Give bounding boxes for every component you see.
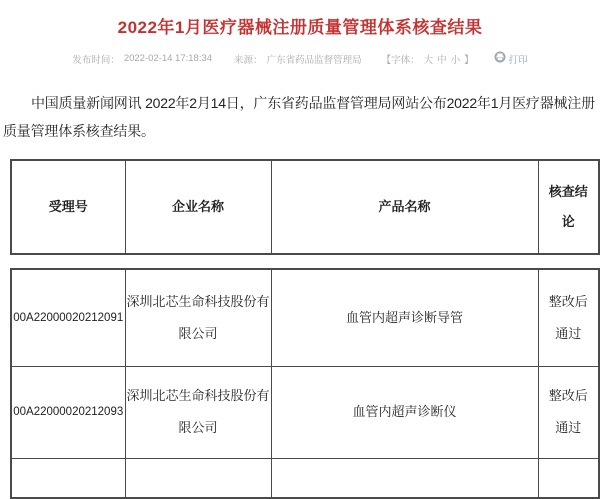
table-row-partial [11, 458, 599, 498]
cell-acceptance-no: 00A22000020212091 [11, 269, 125, 366]
result-table-header [10, 159, 600, 255]
article-meta-bar [0, 51, 600, 66]
cell-empty [271, 458, 538, 498]
font-size-large-button[interactable]: 大 [423, 54, 434, 66]
source-label: 来源： [234, 54, 263, 66]
source-value: 广东省药品监督管理局 [266, 54, 362, 66]
print-label: 打印 [508, 54, 528, 66]
cell-empty [11, 458, 125, 498]
column-header-conclusion: 核查结论 [538, 160, 599, 254]
cell-product: 血管内超声诊断导管 [271, 269, 538, 366]
font-size-widget [380, 52, 476, 66]
font-size-small-button[interactable]: 小 [450, 54, 461, 66]
font-size-medium-button[interactable]: 中 [437, 54, 447, 66]
cell-acceptance-no: 00A22000020212093 [11, 366, 125, 458]
column-header-acceptance-no: 受理号 [11, 160, 125, 254]
cell-conclusion: 整改后通过 [538, 269, 599, 366]
publish-time-value: 2022-02-14 17:18:34 [123, 53, 213, 64]
column-header-company: 企业名称 [125, 160, 271, 254]
cell-product: 血管内超声诊断仪 [271, 366, 538, 458]
column-header-product: 产品名称 [271, 160, 538, 254]
font-widget-open-bracket: 【字体： [381, 54, 420, 66]
table-row [11, 269, 599, 366]
page-title: 2022年1月医疗器械注册质量管理体系核查结果 [117, 18, 483, 37]
cell-company: 深圳北芯生命科技股份有限公司 [125, 269, 271, 366]
cell-conclusion: 整改后通过 [538, 366, 599, 458]
print-button[interactable] [494, 51, 528, 66]
font-widget-close-bracket: 】 [464, 54, 474, 66]
printer-icon [494, 51, 506, 66]
cell-empty [538, 458, 599, 498]
publish-time-label: 发布时间： [72, 54, 120, 66]
table-row [11, 366, 599, 458]
cell-empty [125, 458, 271, 498]
article-paragraph: 中国质量新闻网讯 2022年2月14日，广东省药品监督管理局网站公布2022年1月医疗器械注册质量管理体系核查结果。 [3, 95, 595, 139]
cell-company: 深圳北芯生命科技股份有限公司 [125, 366, 271, 458]
result-table-body [10, 268, 600, 499]
table-header-row [11, 160, 599, 254]
